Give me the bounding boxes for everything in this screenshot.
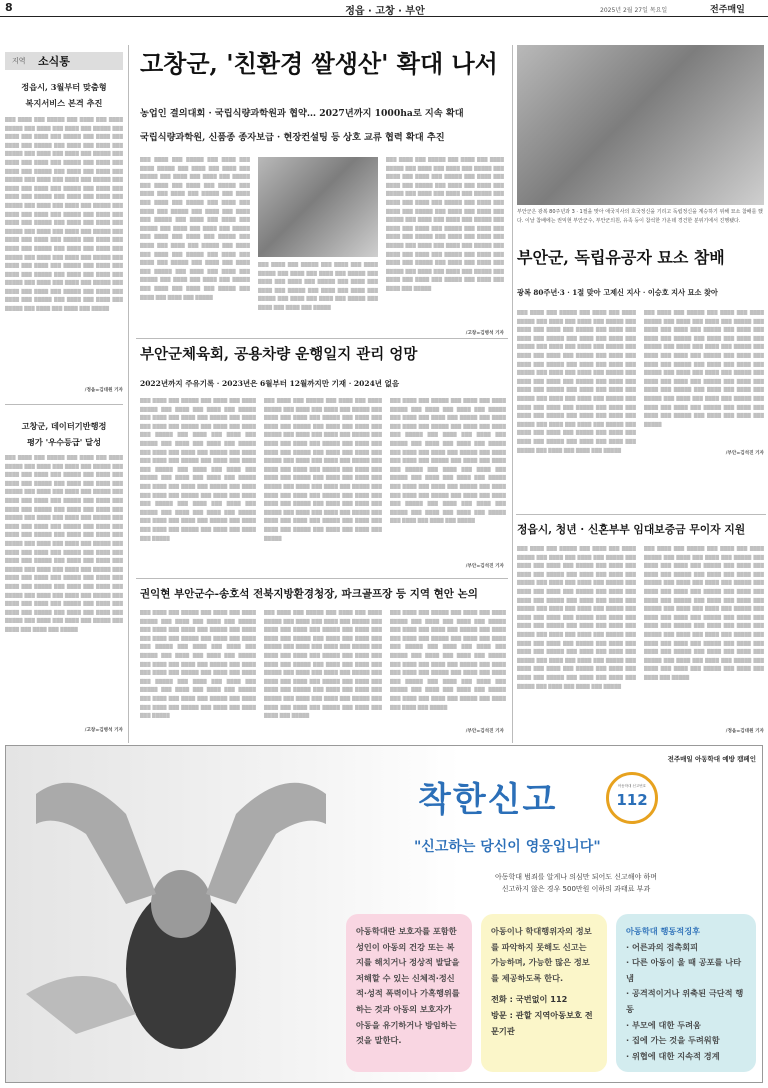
column-divider	[128, 45, 129, 743]
sidebar-news1-title: 정읍시, 3월부터 맞춤형 복지서비스 본격 추진	[21, 82, 107, 108]
page-header	[0, 0, 768, 17]
ad-campaign	[5, 745, 763, 1083]
article4-subheadline: 광복 80주년·3 · 1절 맞아 고제신 지사 · 이승호 지사 묘소 찾아	[517, 288, 718, 297]
article3-byline: /부안=김석진 기자	[465, 729, 504, 734]
ad-badge	[606, 772, 658, 824]
ad-box-signs	[616, 914, 756, 1072]
article5-headline: 정읍시, 청년 · 신혼부부 임대보증금 무이자 지원	[517, 523, 746, 536]
ad-badge-number: 112	[616, 791, 648, 809]
article1-body: ▒▒▒ ▒▒▒▒ ▒▒▒ ▒▒▒▒▒ ▒▒▒ ▒▒▒▒ ▒▒▒ ▒▒▒▒ ▒▒▒▒▒ ▒▒▒ ▒▒▒▒ ▒▒▒ ▒▒▒▒ ▒▒▒ ▒▒▒▒▒ ▒▒▒ ▒▒▒▒ ▒▒▒ ▒▒▒▒ ▒▒▒ ▒▒▒▒▒ ▒▒▒ ▒▒▒▒ ▒▒▒ ▒▒▒▒ ▒▒▒ ▒▒▒▒▒ ▒▒▒ ▒▒▒▒ ▒▒▒ ▒▒▒▒ ▒▒▒ ▒▒▒▒▒ ▒▒▒ ▒▒▒▒ ▒▒▒ ▒▒▒▒ ▒▒▒ ▒▒▒▒▒ ▒▒▒ ▒▒▒▒ ▒▒▒ ▒▒▒▒ ▒▒▒ ▒▒▒▒▒ ▒▒▒ ▒▒▒▒ ▒▒▒ ▒▒▒▒ ▒▒▒ ▒▒▒▒▒ ▒▒▒ ▒▒▒▒ ▒▒▒ ▒▒▒▒ ▒▒▒ ▒▒▒▒▒ ▒▒▒ ▒▒▒▒ ▒▒▒ ▒▒▒▒ ▒▒▒ ▒▒▒▒▒ ▒▒▒ ▒▒▒▒ ▒▒▒ ▒▒▒▒ ▒▒▒ ▒▒▒▒▒ ▒▒▒ ▒▒▒▒ ▒▒▒ ▒▒▒▒ ▒▒▒ ▒▒▒▒▒ ▒▒▒ ▒▒▒▒ ▒▒▒ ▒▒▒▒ ▒▒▒ ▒▒▒▒▒ ▒▒▒ ▒▒▒▒ ▒▒▒ ▒▒▒▒ ▒▒▒ ▒▒▒▒▒ ▒▒▒ ▒▒▒▒ ▒▒▒ ▒▒▒▒ ▒▒▒ ▒▒▒▒▒ ▒▒▒ ▒▒▒▒ ▒▒▒ ▒▒▒▒ ▒▒▒ ▒▒▒▒▒ ▒▒▒ ▒▒▒▒ ▒▒▒ ▒▒▒▒ ▒▒▒ ▒▒▒▒▒ ▒▒▒ ▒▒▒▒ ▒▒▒ ▒▒▒▒ ▒▒▒ ▒▒▒▒▒ ▒▒▒ ▒▒▒▒ ▒▒▒ ▒▒▒▒ ▒▒▒ ▒▒▒▒▒	[140, 158, 250, 301]
article1-subheadline: 농업인 결의대회 · 국립식량과학원과 협약… 2027년까지 1000ha로 지속 확대	[140, 108, 464, 119]
article1-subheadline-2: 국립식량과학원, 신품종 종자보급 · 현장컨설팅 등 상호 교류 협력 확대 추진	[140, 132, 445, 143]
ad-box-report-visit: 방문 : 관할 지역아동보호 전문기관	[491, 1009, 593, 1036]
sidebar-news1-byline: /정읍=김대원 기자	[84, 388, 123, 393]
article5-byline: /정읍=김대원 기자	[725, 729, 764, 734]
article5-body: ▒▒▒ ▒▒▒▒ ▒▒▒ ▒▒▒▒▒ ▒▒▒ ▒▒▒▒ ▒▒▒ ▒▒▒▒ ▒▒▒▒▒ ▒▒▒ ▒▒▒▒ ▒▒▒ ▒▒▒▒ ▒▒▒ ▒▒▒▒▒ ▒▒▒ ▒▒▒▒ ▒▒▒ ▒▒▒▒ ▒▒▒ ▒▒▒▒▒ ▒▒▒ ▒▒▒▒ ▒▒▒ ▒▒▒▒ ▒▒▒ ▒▒▒▒▒ ▒▒▒ ▒▒▒▒ ▒▒▒ ▒▒▒▒ ▒▒▒ ▒▒▒▒▒ ▒▒▒ ▒▒▒▒ ▒▒▒ ▒▒▒▒ ▒▒▒ ▒▒▒▒▒ ▒▒▒ ▒▒▒▒ ▒▒▒ ▒▒▒▒ ▒▒▒ ▒▒▒▒▒ ▒▒▒ ▒▒▒▒ ▒▒▒ ▒▒▒▒ ▒▒▒ ▒▒▒▒▒ ▒▒▒ ▒▒▒▒ ▒▒▒ ▒▒▒▒ ▒▒▒ ▒▒▒▒▒ ▒▒▒ ▒▒▒▒ ▒▒▒ ▒▒▒▒ ▒▒▒ ▒▒▒▒▒ ▒▒▒ ▒▒▒▒ ▒▒▒ ▒▒▒▒ ▒▒▒ ▒▒▒▒▒ ▒▒▒ ▒▒▒▒ ▒▒▒ ▒▒▒▒ ▒▒▒ ▒▒▒▒▒ ▒▒▒ ▒▒▒▒ ▒▒▒ ▒▒▒▒ ▒▒▒ ▒▒▒▒▒ ▒▒▒ ▒▒▒▒ ▒▒▒ ▒▒▒▒ ▒▒▒ ▒▒▒▒▒ ▒▒▒ ▒▒▒▒ ▒▒▒ ▒▒▒▒ ▒▒▒ ▒▒▒▒▒ ▒▒▒ ▒▒▒▒ ▒▒▒ ▒▒▒▒ ▒▒▒ ▒▒▒▒▒ ▒▒▒ ▒▒▒▒ ▒▒▒ ▒▒▒▒ ▒▒▒ ▒▒▒▒▒ ▒▒▒ ▒▒▒▒ ▒▒▒ ▒▒▒▒ ▒▒▒ ▒▒▒▒▒ ▒▒▒ ▒▒▒▒ ▒▒▒ ▒▒▒▒ ▒▒▒ ▒▒▒▒▒ ▒▒▒ ▒▒▒▒ ▒▒▒ ▒▒▒▒ ▒▒▒ ▒▒▒▒▒ ▒▒▒ ▒▒▒▒ ▒▒▒ ▒▒▒▒ ▒▒▒ ▒▒▒▒▒ ▒▒▒ ▒▒▒▒ ▒▒▒ ▒▒▒▒ ▒▒▒ ▒▒▒▒▒	[517, 547, 636, 690]
ad-box-report-text: 아동이나 학대행위자의 정보를 파악하지 못해도 신고는 가능하며, 가능한 많은 정보를 제공하도록 한다.	[491, 926, 592, 983]
article1-photo	[258, 157, 378, 257]
sidebar-tag-title: 소식통	[38, 55, 70, 68]
article4-body-2: ▒▒▒ ▒▒▒▒ ▒▒▒ ▒▒▒▒▒ ▒▒▒ ▒▒▒▒ ▒▒▒ ▒▒▒▒ ▒▒▒▒▒ ▒▒▒ ▒▒▒▒ ▒▒▒ ▒▒▒▒ ▒▒▒ ▒▒▒▒▒ ▒▒▒ ▒▒▒▒ ▒▒▒ ▒▒▒▒ ▒▒▒ ▒▒▒▒▒ ▒▒▒ ▒▒▒▒ ▒▒▒ ▒▒▒▒ ▒▒▒ ▒▒▒▒▒ ▒▒▒ ▒▒▒▒ ▒▒▒ ▒▒▒▒ ▒▒▒ ▒▒▒▒▒ ▒▒▒ ▒▒▒▒ ▒▒▒ ▒▒▒▒ ▒▒▒ ▒▒▒▒▒ ▒▒▒ ▒▒▒▒ ▒▒▒ ▒▒▒▒ ▒▒▒ ▒▒▒▒▒ ▒▒▒ ▒▒▒▒ ▒▒▒ ▒▒▒▒ ▒▒▒ ▒▒▒▒▒ ▒▒▒ ▒▒▒▒ ▒▒▒ ▒▒▒▒ ▒▒▒ ▒▒▒▒▒ ▒▒▒ ▒▒▒▒ ▒▒▒ ▒▒▒▒ ▒▒▒ ▒▒▒▒▒ ▒▒▒ ▒▒▒▒ ▒▒▒ ▒▒▒▒ ▒▒▒ ▒▒▒▒▒ ▒▒▒ ▒▒▒▒ ▒▒▒ ▒▒▒▒ ▒▒▒ ▒▒▒▒▒ ▒▒▒ ▒▒▒▒ ▒▒▒ ▒▒▒▒ ▒▒▒ ▒▒▒▒▒ ▒▒▒ ▒▒▒▒ ▒▒▒ ▒▒▒▒ ▒▒▒ ▒▒▒▒▒ ▒▒▒ ▒▒▒▒ ▒▒▒ ▒▒▒▒ ▒▒▒ ▒▒▒▒▒ ▒▒▒ ▒▒▒▒ ▒▒▒ ▒▒▒▒ ▒▒▒ ▒▒▒▒▒ ▒▒▒ ▒▒▒▒ ▒▒▒ ▒▒▒▒ ▒▒▒ ▒▒▒▒▒	[644, 311, 764, 428]
ad-badge-label: 아동학대 신고번호	[617, 784, 647, 788]
sidebar-tag	[5, 52, 123, 70]
article2-subheadline: 2022년까지 주유기록 · 2023년은 6월부터 12월까지만 기재 · 2024년 없음	[140, 379, 400, 388]
sidebar-news2-byline: /고창=김병석 기자	[84, 728, 123, 733]
divider	[136, 578, 508, 579]
ad-box-signs-title: 아동학대 행동적징후	[626, 926, 701, 936]
article2-body-2: ▒▒▒ ▒▒▒▒ ▒▒▒ ▒▒▒▒▒ ▒▒▒ ▒▒▒▒ ▒▒▒ ▒▒▒▒ ▒▒▒▒▒ ▒▒▒ ▒▒▒▒ ▒▒▒ ▒▒▒▒ ▒▒▒ ▒▒▒▒▒ ▒▒▒ ▒▒▒▒ ▒▒▒ ▒▒▒▒ ▒▒▒ ▒▒▒▒▒ ▒▒▒ ▒▒▒▒ ▒▒▒ ▒▒▒▒ ▒▒▒ ▒▒▒▒▒ ▒▒▒ ▒▒▒▒ ▒▒▒ ▒▒▒▒ ▒▒▒ ▒▒▒▒▒ ▒▒▒ ▒▒▒▒ ▒▒▒ ▒▒▒▒ ▒▒▒ ▒▒▒▒▒ ▒▒▒ ▒▒▒▒ ▒▒▒ ▒▒▒▒ ▒▒▒ ▒▒▒▒▒ ▒▒▒ ▒▒▒▒ ▒▒▒ ▒▒▒▒ ▒▒▒ ▒▒▒▒▒ ▒▒▒ ▒▒▒▒ ▒▒▒ ▒▒▒▒ ▒▒▒ ▒▒▒▒▒ ▒▒▒ ▒▒▒▒ ▒▒▒ ▒▒▒▒ ▒▒▒ ▒▒▒▒▒ ▒▒▒ ▒▒▒▒ ▒▒▒ ▒▒▒▒ ▒▒▒ ▒▒▒▒▒ ▒▒▒ ▒▒▒▒ ▒▒▒ ▒▒▒▒ ▒▒▒ ▒▒▒▒▒ ▒▒▒ ▒▒▒▒ ▒▒▒ ▒▒▒▒ ▒▒▒ ▒▒▒▒▒ ▒▒▒ ▒▒▒▒ ▒▒▒ ▒▒▒▒ ▒▒▒ ▒▒▒▒▒ ▒▒▒ ▒▒▒▒ ▒▒▒ ▒▒▒▒ ▒▒▒ ▒▒▒▒▒ ▒▒▒ ▒▒▒▒ ▒▒▒ ▒▒▒▒ ▒▒▒ ▒▒▒▒▒ ▒▒▒ ▒▒▒▒ ▒▒▒ ▒▒▒▒ ▒▒▒ ▒▒▒▒▒ ▒▒▒ ▒▒▒▒ ▒▒▒ ▒▒▒▒ ▒▒▒ ▒▒▒▒▒ ▒▒▒ ▒▒▒▒ ▒▒▒ ▒▒▒▒ ▒▒▒ ▒▒▒▒▒ ▒▒▒ ▒▒▒▒ ▒▒▒ ▒▒▒▒ ▒▒▒ ▒▒▒▒▒ ▒▒▒ ▒▒▒▒ ▒▒▒ ▒▒▒▒ ▒▒▒ ▒▒▒▒▒	[264, 399, 382, 542]
article1-headline: 고창군, '친환경 쌀생산' 확대 나서	[140, 49, 498, 78]
sidebar-tag-label: 지역	[12, 57, 26, 65]
ad-illustration	[16, 754, 346, 1074]
article4-byline: /부안=김석진 기자	[725, 451, 764, 456]
article3-body-3: ▒▒▒ ▒▒▒▒ ▒▒▒ ▒▒▒▒▒ ▒▒▒ ▒▒▒▒ ▒▒▒ ▒▒▒▒ ▒▒▒▒▒ ▒▒▒ ▒▒▒▒ ▒▒▒ ▒▒▒▒ ▒▒▒ ▒▒▒▒▒ ▒▒▒ ▒▒▒▒ ▒▒▒ ▒▒▒▒ ▒▒▒ ▒▒▒▒▒ ▒▒▒ ▒▒▒▒ ▒▒▒ ▒▒▒▒ ▒▒▒ ▒▒▒▒▒ ▒▒▒ ▒▒▒▒ ▒▒▒ ▒▒▒▒ ▒▒▒ ▒▒▒▒▒ ▒▒▒ ▒▒▒▒ ▒▒▒ ▒▒▒▒ ▒▒▒ ▒▒▒▒▒ ▒▒▒ ▒▒▒▒ ▒▒▒ ▒▒▒▒ ▒▒▒ ▒▒▒▒▒ ▒▒▒ ▒▒▒▒ ▒▒▒ ▒▒▒▒ ▒▒▒ ▒▒▒▒▒ ▒▒▒ ▒▒▒▒ ▒▒▒ ▒▒▒▒ ▒▒▒ ▒▒▒▒▒ ▒▒▒ ▒▒▒▒ ▒▒▒ ▒▒▒▒ ▒▒▒ ▒▒▒▒▒ ▒▒▒ ▒▒▒▒ ▒▒▒ ▒▒▒▒ ▒▒▒ ▒▒▒▒▒ ▒▒▒ ▒▒▒▒ ▒▒▒ ▒▒▒▒ ▒▒▒ ▒▒▒▒▒ ▒▒▒ ▒▒▒▒ ▒▒▒ ▒▒▒▒ ▒▒▒ ▒▒▒▒▒ ▒▒▒ ▒▒▒▒ ▒▒▒ ▒▒▒▒ ▒▒▒ ▒▒▒▒▒	[390, 611, 506, 711]
article1-byline: /고창=김병석 기자	[465, 331, 504, 336]
article1-body-2: ▒▒▒ ▒▒▒▒ ▒▒▒ ▒▒▒▒▒ ▒▒▒ ▒▒▒▒ ▒▒▒ ▒▒▒▒ ▒▒▒▒▒ ▒▒▒ ▒▒▒▒ ▒▒▒ ▒▒▒▒ ▒▒▒ ▒▒▒▒▒ ▒▒▒ ▒▒▒▒ ▒▒▒ ▒▒▒▒ ▒▒▒ ▒▒▒▒▒ ▒▒▒ ▒▒▒▒ ▒▒▒ ▒▒▒▒ ▒▒▒ ▒▒▒▒▒ ▒▒▒ ▒▒▒▒ ▒▒▒ ▒▒▒▒ ▒▒▒ ▒▒▒▒▒ ▒▒▒ ▒▒▒▒ ▒▒▒ ▒▒▒▒ ▒▒▒ ▒▒▒▒▒ ▒▒▒ ▒▒▒▒ ▒▒▒ ▒▒▒▒ ▒▒▒ ▒▒▒▒▒	[258, 263, 378, 311]
article5-body-2: ▒▒▒ ▒▒▒▒ ▒▒▒ ▒▒▒▒▒ ▒▒▒ ▒▒▒▒ ▒▒▒ ▒▒▒▒ ▒▒▒▒▒ ▒▒▒ ▒▒▒▒ ▒▒▒ ▒▒▒▒ ▒▒▒ ▒▒▒▒▒ ▒▒▒ ▒▒▒▒ ▒▒▒ ▒▒▒▒ ▒▒▒ ▒▒▒▒▒ ▒▒▒ ▒▒▒▒ ▒▒▒ ▒▒▒▒ ▒▒▒ ▒▒▒▒▒ ▒▒▒ ▒▒▒▒ ▒▒▒ ▒▒▒▒ ▒▒▒ ▒▒▒▒▒ ▒▒▒ ▒▒▒▒ ▒▒▒ ▒▒▒▒ ▒▒▒ ▒▒▒▒▒ ▒▒▒ ▒▒▒▒ ▒▒▒ ▒▒▒▒ ▒▒▒ ▒▒▒▒▒ ▒▒▒ ▒▒▒▒ ▒▒▒ ▒▒▒▒ ▒▒▒ ▒▒▒▒▒ ▒▒▒ ▒▒▒▒ ▒▒▒ ▒▒▒▒ ▒▒▒ ▒▒▒▒▒ ▒▒▒ ▒▒▒▒ ▒▒▒ ▒▒▒▒ ▒▒▒ ▒▒▒▒▒ ▒▒▒ ▒▒▒▒ ▒▒▒ ▒▒▒▒ ▒▒▒ ▒▒▒▒▒ ▒▒▒ ▒▒▒▒ ▒▒▒ ▒▒▒▒ ▒▒▒ ▒▒▒▒▒ ▒▒▒ ▒▒▒▒ ▒▒▒ ▒▒▒▒ ▒▒▒ ▒▒▒▒▒ ▒▒▒ ▒▒▒▒ ▒▒▒ ▒▒▒▒ ▒▒▒ ▒▒▒▒▒ ▒▒▒ ▒▒▒▒ ▒▒▒ ▒▒▒▒ ▒▒▒ ▒▒▒▒▒ ▒▒▒ ▒▒▒▒ ▒▒▒ ▒▒▒▒ ▒▒▒ ▒▒▒▒▒ ▒▒▒ ▒▒▒▒ ▒▒▒ ▒▒▒▒ ▒▒▒ ▒▒▒▒▒ ▒▒▒ ▒▒▒▒ ▒▒▒ ▒▒▒▒ ▒▒▒ ▒▒▒▒▒ ▒▒▒ ▒▒▒▒ ▒▒▒ ▒▒▒▒ ▒▒▒ ▒▒▒▒▒ ▒▒▒ ▒▒▒▒ ▒▒▒ ▒▒▒▒ ▒▒▒ ▒▒▒▒▒	[644, 547, 764, 681]
page-number: 8	[5, 1, 13, 14]
sidebar-news1-body: ▒▒▒ ▒▒▒▒ ▒▒▒ ▒▒▒▒▒ ▒▒▒ ▒▒▒▒ ▒▒▒ ▒▒▒▒ ▒▒▒▒▒ ▒▒▒ ▒▒▒▒ ▒▒▒ ▒▒▒▒ ▒▒▒ ▒▒▒▒▒ ▒▒▒ ▒▒▒▒ ▒▒▒ ▒▒▒▒ ▒▒▒ ▒▒▒▒▒ ▒▒▒ ▒▒▒▒ ▒▒▒ ▒▒▒▒ ▒▒▒ ▒▒▒▒▒ ▒▒▒ ▒▒▒▒ ▒▒▒ ▒▒▒▒ ▒▒▒ ▒▒▒▒▒ ▒▒▒ ▒▒▒▒ ▒▒▒ ▒▒▒▒ ▒▒▒ ▒▒▒▒▒ ▒▒▒ ▒▒▒▒ ▒▒▒ ▒▒▒▒ ▒▒▒ ▒▒▒▒▒ ▒▒▒ ▒▒▒▒ ▒▒▒ ▒▒▒▒ ▒▒▒ ▒▒▒▒▒ ▒▒▒ ▒▒▒▒ ▒▒▒ ▒▒▒▒ ▒▒▒ ▒▒▒▒▒ ▒▒▒ ▒▒▒▒ ▒▒▒ ▒▒▒▒ ▒▒▒ ▒▒▒▒▒ ▒▒▒ ▒▒▒▒ ▒▒▒ ▒▒▒▒ ▒▒▒ ▒▒▒▒▒ ▒▒▒ ▒▒▒▒ ▒▒▒ ▒▒▒▒ ▒▒▒ ▒▒▒▒▒ ▒▒▒ ▒▒▒▒ ▒▒▒ ▒▒▒▒ ▒▒▒ ▒▒▒▒▒ ▒▒▒ ▒▒▒▒ ▒▒▒ ▒▒▒▒ ▒▒▒ ▒▒▒▒▒ ▒▒▒ ▒▒▒▒ ▒▒▒ ▒▒▒▒ ▒▒▒ ▒▒▒▒▒ ▒▒▒ ▒▒▒▒ ▒▒▒ ▒▒▒▒ ▒▒▒ ▒▒▒▒▒ ▒▒▒ ▒▒▒▒ ▒▒▒ ▒▒▒▒ ▒▒▒ ▒▒▒▒▒ ▒▒▒ ▒▒▒▒ ▒▒▒ ▒▒▒▒ ▒▒▒ ▒▒▒▒▒ ▒▒▒ ▒▒▒▒ ▒▒▒ ▒▒▒▒ ▒▒▒ ▒▒▒▒▒ ▒▒▒ ▒▒▒▒ ▒▒▒ ▒▒▒▒ ▒▒▒ ▒▒▒▒▒ ▒▒▒ ▒▒▒▒ ▒▒▒ ▒▒▒▒ ▒▒▒ ▒▒▒▒▒ ▒▒▒ ▒▒▒▒ ▒▒▒ ▒▒▒▒ ▒▒▒ ▒▒▒▒▒ ▒▒▒ ▒▒▒▒ ▒▒▒ ▒▒▒▒ ▒▒▒ ▒▒▒▒▒ ▒▒▒ ▒▒▒▒ ▒▒▒ ▒▒▒▒ ▒▒▒ ▒▒▒▒▒ ▒▒▒ ▒▒▒▒ ▒▒▒ ▒▒▒▒ ▒▒▒ ▒▒▒▒▒ ▒▒▒ ▒▒▒▒ ▒▒▒ ▒▒▒▒ ▒▒▒ ▒▒▒▒▒ ▒▒▒ ▒▒▒▒ ▒▒▒ ▒▒▒▒ ▒▒▒ ▒▒▒▒▒ ▒▒▒ ▒▒▒▒ ▒▒▒ ▒▒▒▒ ▒▒▒ ▒▒▒▒▒ ▒▒▒ ▒▒▒▒ ▒▒▒ ▒▒▒▒ ▒▒▒ ▒▒▒▒▒ ▒▒▒ ▒▒▒▒ ▒▒▒ ▒▒▒▒ ▒▒▒ ▒▒▒▒▒	[5, 118, 123, 313]
ad-box-report-phone: 전화 : 국번없이 112	[491, 994, 568, 1005]
ad-box-signs-item: · 어른과의 접촉회피	[626, 941, 699, 952]
column-divider	[512, 45, 513, 743]
divider	[5, 404, 123, 405]
hands-icon	[16, 754, 346, 1074]
section-title: 정읍 · 고창 · 부안	[345, 6, 425, 17]
ad-box-definition: 아동학대란 보호자를 포함한 성인이 아동의 건강 또는 복지를 해치거나 정상적 발달을 저해할 수 있는 신체적·정신적·성적 폭력이나 가혹행위를 하는 것과 아동의 보호자가 아동을 유기하거나 방임하는 것을 말한다.	[346, 914, 472, 1072]
sidebar-news2-body: ▒▒▒ ▒▒▒▒ ▒▒▒ ▒▒▒▒▒ ▒▒▒ ▒▒▒▒ ▒▒▒ ▒▒▒▒ ▒▒▒▒▒ ▒▒▒ ▒▒▒▒ ▒▒▒ ▒▒▒▒ ▒▒▒ ▒▒▒▒▒ ▒▒▒ ▒▒▒▒ ▒▒▒ ▒▒▒▒ ▒▒▒ ▒▒▒▒▒ ▒▒▒ ▒▒▒▒ ▒▒▒ ▒▒▒▒ ▒▒▒ ▒▒▒▒▒ ▒▒▒ ▒▒▒▒ ▒▒▒ ▒▒▒▒ ▒▒▒ ▒▒▒▒▒ ▒▒▒ ▒▒▒▒ ▒▒▒ ▒▒▒▒ ▒▒▒ ▒▒▒▒▒ ▒▒▒ ▒▒▒▒ ▒▒▒ ▒▒▒▒ ▒▒▒ ▒▒▒▒▒ ▒▒▒ ▒▒▒▒ ▒▒▒ ▒▒▒▒ ▒▒▒ ▒▒▒▒▒ ▒▒▒ ▒▒▒▒ ▒▒▒ ▒▒▒▒ ▒▒▒ ▒▒▒▒▒ ▒▒▒ ▒▒▒▒ ▒▒▒ ▒▒▒▒ ▒▒▒ ▒▒▒▒▒ ▒▒▒ ▒▒▒▒ ▒▒▒ ▒▒▒▒ ▒▒▒ ▒▒▒▒▒ ▒▒▒ ▒▒▒▒ ▒▒▒ ▒▒▒▒ ▒▒▒ ▒▒▒▒▒ ▒▒▒ ▒▒▒▒ ▒▒▒ ▒▒▒▒ ▒▒▒ ▒▒▒▒▒ ▒▒▒ ▒▒▒▒ ▒▒▒ ▒▒▒▒ ▒▒▒ ▒▒▒▒▒ ▒▒▒ ▒▒▒▒ ▒▒▒ ▒▒▒▒ ▒▒▒ ▒▒▒▒▒ ▒▒▒ ▒▒▒▒ ▒▒▒ ▒▒▒▒ ▒▒▒ ▒▒▒▒▒ ▒▒▒ ▒▒▒▒ ▒▒▒ ▒▒▒▒ ▒▒▒ ▒▒▒▒▒ ▒▒▒ ▒▒▒▒ ▒▒▒ ▒▒▒▒ ▒▒▒ ▒▒▒▒▒ ▒▒▒ ▒▒▒▒ ▒▒▒ ▒▒▒▒ ▒▒▒ ▒▒▒▒▒ ▒▒▒ ▒▒▒▒ ▒▒▒ ▒▒▒▒ ▒▒▒ ▒▒▒▒▒ ▒▒▒ ▒▒▒▒ ▒▒▒ ▒▒▒▒ ▒▒▒ ▒▒▒▒▒ ▒▒▒ ▒▒▒▒ ▒▒▒ ▒▒▒▒ ▒▒▒ ▒▒▒▒▒ ▒▒▒ ▒▒▒▒ ▒▒▒ ▒▒▒▒ ▒▒▒ ▒▒▒▒▒ ▒▒▒ ▒▒▒▒ ▒▒▒ ▒▒▒▒ ▒▒▒ ▒▒▒▒▒ ▒▒▒ ▒▒▒▒ ▒▒▒ ▒▒▒▒ ▒▒▒ ▒▒▒▒▒ ▒▒▒ ▒▒▒▒ ▒▒▒ ▒▒▒▒ ▒▒▒ ▒▒▒▒▒ ▒▒▒ ▒▒▒▒ ▒▒▒ ▒▒▒▒ ▒▒▒ ▒▒▒▒▒	[5, 456, 123, 633]
article4-body: ▒▒▒ ▒▒▒▒ ▒▒▒ ▒▒▒▒▒ ▒▒▒ ▒▒▒▒ ▒▒▒ ▒▒▒▒ ▒▒▒▒▒ ▒▒▒ ▒▒▒▒ ▒▒▒ ▒▒▒▒ ▒▒▒ ▒▒▒▒▒ ▒▒▒ ▒▒▒▒ ▒▒▒ ▒▒▒▒ ▒▒▒ ▒▒▒▒▒ ▒▒▒ ▒▒▒▒ ▒▒▒ ▒▒▒▒ ▒▒▒ ▒▒▒▒▒ ▒▒▒ ▒▒▒▒ ▒▒▒ ▒▒▒▒ ▒▒▒ ▒▒▒▒▒ ▒▒▒ ▒▒▒▒ ▒▒▒ ▒▒▒▒ ▒▒▒ ▒▒▒▒▒ ▒▒▒ ▒▒▒▒ ▒▒▒ ▒▒▒▒ ▒▒▒ ▒▒▒▒▒ ▒▒▒ ▒▒▒▒ ▒▒▒ ▒▒▒▒ ▒▒▒ ▒▒▒▒▒ ▒▒▒ ▒▒▒▒ ▒▒▒ ▒▒▒▒ ▒▒▒ ▒▒▒▒▒ ▒▒▒ ▒▒▒▒ ▒▒▒ ▒▒▒▒ ▒▒▒ ▒▒▒▒▒ ▒▒▒ ▒▒▒▒ ▒▒▒ ▒▒▒▒ ▒▒▒ ▒▒▒▒▒ ▒▒▒ ▒▒▒▒ ▒▒▒ ▒▒▒▒ ▒▒▒ ▒▒▒▒▒ ▒▒▒ ▒▒▒▒ ▒▒▒ ▒▒▒▒ ▒▒▒ ▒▒▒▒▒ ▒▒▒ ▒▒▒▒ ▒▒▒ ▒▒▒▒ ▒▒▒ ▒▒▒▒▒ ▒▒▒ ▒▒▒▒ ▒▒▒ ▒▒▒▒ ▒▒▒ ▒▒▒▒▒ ▒▒▒ ▒▒▒▒ ▒▒▒ ▒▒▒▒ ▒▒▒ ▒▒▒▒▒ ▒▒▒ ▒▒▒▒ ▒▒▒ ▒▒▒▒ ▒▒▒ ▒▒▒▒▒ ▒▒▒ ▒▒▒▒ ▒▒▒ ▒▒▒▒ ▒▒▒ ▒▒▒▒▒ ▒▒▒ ▒▒▒▒ ▒▒▒ ▒▒▒▒ ▒▒▒ ▒▒▒▒▒ ▒▒▒ ▒▒▒▒ ▒▒▒ ▒▒▒▒ ▒▒▒ ▒▒▒▒▒ ▒▒▒ ▒▒▒▒ ▒▒▒ ▒▒▒▒ ▒▒▒ ▒▒▒▒▒ ▒▒▒ ▒▒▒▒ ▒▒▒ ▒▒▒▒ ▒▒▒ ▒▒▒▒▒	[517, 311, 636, 454]
ad-box-report	[481, 914, 607, 1072]
ad-box-signs-item: · 집에 가는 것을 두려워함	[626, 1035, 720, 1046]
article4-photo	[517, 45, 764, 205]
ad-description: 아동학대 범죄를 알게나 의심만 되어도 신고해야 하며 신고하지 않은 경우 500만원 이하의 과태료 부과	[494, 873, 658, 893]
masthead: 전주매일	[710, 5, 745, 15]
ad-box-signs-item: · 부모에 대한 두려움	[626, 1019, 701, 1030]
article1-body-3: ▒▒▒ ▒▒▒▒ ▒▒▒ ▒▒▒▒▒ ▒▒▒ ▒▒▒▒ ▒▒▒ ▒▒▒▒ ▒▒▒▒▒ ▒▒▒ ▒▒▒▒ ▒▒▒ ▒▒▒▒ ▒▒▒ ▒▒▒▒▒ ▒▒▒ ▒▒▒▒ ▒▒▒ ▒▒▒▒ ▒▒▒ ▒▒▒▒▒ ▒▒▒ ▒▒▒▒ ▒▒▒ ▒▒▒▒ ▒▒▒ ▒▒▒▒▒ ▒▒▒ ▒▒▒▒ ▒▒▒ ▒▒▒▒ ▒▒▒ ▒▒▒▒▒ ▒▒▒ ▒▒▒▒ ▒▒▒ ▒▒▒▒ ▒▒▒ ▒▒▒▒▒ ▒▒▒ ▒▒▒▒ ▒▒▒ ▒▒▒▒ ▒▒▒ ▒▒▒▒▒ ▒▒▒ ▒▒▒▒ ▒▒▒ ▒▒▒▒ ▒▒▒ ▒▒▒▒▒ ▒▒▒ ▒▒▒▒ ▒▒▒ ▒▒▒▒ ▒▒▒ ▒▒▒▒▒ ▒▒▒ ▒▒▒▒ ▒▒▒ ▒▒▒▒ ▒▒▒ ▒▒▒▒▒ ▒▒▒ ▒▒▒▒ ▒▒▒ ▒▒▒▒ ▒▒▒ ▒▒▒▒▒ ▒▒▒ ▒▒▒▒ ▒▒▒ ▒▒▒▒ ▒▒▒ ▒▒▒▒▒ ▒▒▒ ▒▒▒▒ ▒▒▒ ▒▒▒▒ ▒▒▒ ▒▒▒▒▒ ▒▒▒ ▒▒▒▒ ▒▒▒ ▒▒▒▒ ▒▒▒ ▒▒▒▒▒ ▒▒▒ ▒▒▒▒ ▒▒▒ ▒▒▒▒ ▒▒▒ ▒▒▒▒▒ ▒▒▒ ▒▒▒▒ ▒▒▒ ▒▒▒▒ ▒▒▒ ▒▒▒▒▒ ▒▒▒ ▒▒▒▒ ▒▒▒ ▒▒▒▒ ▒▒▒ ▒▒▒▒▒ ▒▒▒ ▒▒▒▒ ▒▒▒ ▒▒▒▒ ▒▒▒ ▒▒▒▒▒ ▒▒▒ ▒▒▒▒ ▒▒▒ ▒▒▒▒ ▒▒▒ ▒▒▒▒▒ ▒▒▒ ▒▒▒▒ ▒▒▒ ▒▒▒▒ ▒▒▒ ▒▒▒▒▒	[386, 158, 504, 292]
article2-byline: /부안=김석진 기자	[465, 564, 504, 569]
article4-caption: 부안군은 광복 80주년과 3 · 1절을 맞아 애국지사의 호국정신을 기리고 독립정신을 계승하기 위해 묘소 참배를 했다. 이날 참배에는 권익현 부안군수, 부안군의원, 유족 등이 참석한 가운데 경건한 분위기에서 진행됐다.	[517, 209, 763, 224]
ad-title: 착한신고	[418, 780, 558, 820]
article3-headline: 권익현 부안군수-송호석 전북지방환경청장, 파크골프장 등 지역 현안 논의	[140, 588, 478, 600]
issue-date: 2025년 2월 27일 목요일	[600, 7, 668, 14]
ad-box-signs-item: · 위협에 대한 지속적 경계	[626, 1050, 720, 1061]
article2-headline: 부안군체육회, 공용차량 운행일지 관리 엉망	[140, 346, 418, 363]
article3-body: ▒▒▒ ▒▒▒▒ ▒▒▒ ▒▒▒▒▒ ▒▒▒ ▒▒▒▒ ▒▒▒ ▒▒▒▒ ▒▒▒▒▒ ▒▒▒ ▒▒▒▒ ▒▒▒ ▒▒▒▒ ▒▒▒ ▒▒▒▒▒ ▒▒▒ ▒▒▒▒ ▒▒▒ ▒▒▒▒ ▒▒▒ ▒▒▒▒▒ ▒▒▒ ▒▒▒▒ ▒▒▒ ▒▒▒▒ ▒▒▒ ▒▒▒▒▒ ▒▒▒ ▒▒▒▒ ▒▒▒ ▒▒▒▒ ▒▒▒ ▒▒▒▒▒ ▒▒▒ ▒▒▒▒ ▒▒▒ ▒▒▒▒ ▒▒▒ ▒▒▒▒▒ ▒▒▒ ▒▒▒▒ ▒▒▒ ▒▒▒▒ ▒▒▒ ▒▒▒▒▒ ▒▒▒ ▒▒▒▒ ▒▒▒ ▒▒▒▒ ▒▒▒ ▒▒▒▒▒ ▒▒▒ ▒▒▒▒ ▒▒▒ ▒▒▒▒ ▒▒▒ ▒▒▒▒▒ ▒▒▒ ▒▒▒▒ ▒▒▒ ▒▒▒▒ ▒▒▒ ▒▒▒▒▒ ▒▒▒ ▒▒▒▒ ▒▒▒ ▒▒▒▒ ▒▒▒ ▒▒▒▒▒ ▒▒▒ ▒▒▒▒ ▒▒▒ ▒▒▒▒ ▒▒▒ ▒▒▒▒▒ ▒▒▒ ▒▒▒▒ ▒▒▒ ▒▒▒▒ ▒▒▒ ▒▒▒▒▒ ▒▒▒ ▒▒▒▒ ▒▒▒ ▒▒▒▒ ▒▒▒ ▒▒▒▒▒ ▒▒▒ ▒▒▒▒ ▒▒▒ ▒▒▒▒ ▒▒▒ ▒▒▒▒▒	[140, 611, 256, 720]
ad-org: 전주매일 아동학대 예방 캠페인	[667, 755, 756, 763]
divider	[516, 514, 766, 515]
ad-slogan: "신고하는 당신이 영웅입니다"	[414, 839, 601, 855]
article2-body: ▒▒▒ ▒▒▒▒ ▒▒▒ ▒▒▒▒▒ ▒▒▒ ▒▒▒▒ ▒▒▒ ▒▒▒▒ ▒▒▒▒▒ ▒▒▒ ▒▒▒▒ ▒▒▒ ▒▒▒▒ ▒▒▒ ▒▒▒▒▒ ▒▒▒ ▒▒▒▒ ▒▒▒ ▒▒▒▒ ▒▒▒ ▒▒▒▒▒ ▒▒▒ ▒▒▒▒ ▒▒▒ ▒▒▒▒ ▒▒▒ ▒▒▒▒▒ ▒▒▒ ▒▒▒▒ ▒▒▒ ▒▒▒▒ ▒▒▒ ▒▒▒▒▒ ▒▒▒ ▒▒▒▒ ▒▒▒ ▒▒▒▒ ▒▒▒ ▒▒▒▒▒ ▒▒▒ ▒▒▒▒ ▒▒▒ ▒▒▒▒ ▒▒▒ ▒▒▒▒▒ ▒▒▒ ▒▒▒▒ ▒▒▒ ▒▒▒▒ ▒▒▒ ▒▒▒▒▒ ▒▒▒ ▒▒▒▒ ▒▒▒ ▒▒▒▒ ▒▒▒ ▒▒▒▒▒ ▒▒▒ ▒▒▒▒ ▒▒▒ ▒▒▒▒ ▒▒▒ ▒▒▒▒▒ ▒▒▒ ▒▒▒▒ ▒▒▒ ▒▒▒▒ ▒▒▒ ▒▒▒▒▒ ▒▒▒ ▒▒▒▒ ▒▒▒ ▒▒▒▒ ▒▒▒ ▒▒▒▒▒ ▒▒▒ ▒▒▒▒ ▒▒▒ ▒▒▒▒ ▒▒▒ ▒▒▒▒▒ ▒▒▒ ▒▒▒▒ ▒▒▒ ▒▒▒▒ ▒▒▒ ▒▒▒▒▒ ▒▒▒ ▒▒▒▒ ▒▒▒ ▒▒▒▒ ▒▒▒ ▒▒▒▒▒ ▒▒▒ ▒▒▒▒ ▒▒▒ ▒▒▒▒ ▒▒▒ ▒▒▒▒▒ ▒▒▒ ▒▒▒▒ ▒▒▒ ▒▒▒▒ ▒▒▒ ▒▒▒▒▒ ▒▒▒ ▒▒▒▒ ▒▒▒ ▒▒▒▒ ▒▒▒ ▒▒▒▒▒ ▒▒▒ ▒▒▒▒ ▒▒▒ ▒▒▒▒ ▒▒▒ ▒▒▒▒▒ ▒▒▒ ▒▒▒▒ ▒▒▒ ▒▒▒▒ ▒▒▒ ▒▒▒▒▒	[140, 399, 256, 542]
divider	[136, 338, 508, 339]
article3-body-2: ▒▒▒ ▒▒▒▒ ▒▒▒ ▒▒▒▒▒ ▒▒▒ ▒▒▒▒ ▒▒▒ ▒▒▒▒ ▒▒▒▒▒ ▒▒▒ ▒▒▒▒ ▒▒▒ ▒▒▒▒ ▒▒▒ ▒▒▒▒▒ ▒▒▒ ▒▒▒▒ ▒▒▒ ▒▒▒▒ ▒▒▒ ▒▒▒▒▒ ▒▒▒ ▒▒▒▒ ▒▒▒ ▒▒▒▒ ▒▒▒ ▒▒▒▒▒ ▒▒▒ ▒▒▒▒ ▒▒▒ ▒▒▒▒ ▒▒▒ ▒▒▒▒▒ ▒▒▒ ▒▒▒▒ ▒▒▒ ▒▒▒▒ ▒▒▒ ▒▒▒▒▒ ▒▒▒ ▒▒▒▒ ▒▒▒ ▒▒▒▒ ▒▒▒ ▒▒▒▒▒ ▒▒▒ ▒▒▒▒ ▒▒▒ ▒▒▒▒ ▒▒▒ ▒▒▒▒▒ ▒▒▒ ▒▒▒▒ ▒▒▒ ▒▒▒▒ ▒▒▒ ▒▒▒▒▒ ▒▒▒ ▒▒▒▒ ▒▒▒ ▒▒▒▒ ▒▒▒ ▒▒▒▒▒ ▒▒▒ ▒▒▒▒ ▒▒▒ ▒▒▒▒ ▒▒▒ ▒▒▒▒▒ ▒▒▒ ▒▒▒▒ ▒▒▒ ▒▒▒▒ ▒▒▒ ▒▒▒▒▒ ▒▒▒ ▒▒▒▒ ▒▒▒ ▒▒▒▒ ▒▒▒ ▒▒▒▒▒ ▒▒▒ ▒▒▒▒ ▒▒▒ ▒▒▒▒ ▒▒▒ ▒▒▒▒▒ ▒▒▒ ▒▒▒▒ ▒▒▒ ▒▒▒▒ ▒▒▒ ▒▒▒▒▒ ▒▒▒ ▒▒▒▒ ▒▒▒ ▒▒▒▒ ▒▒▒ ▒▒▒▒▒	[264, 611, 382, 720]
article4-headline: 부안군, 독립유공자 묘소 참배	[517, 248, 725, 267]
ad-box-signs-item: · 공격적이거나 위축된 극단적 행동	[626, 988, 744, 1014]
ad-box-signs-item: · 다른 아동이 울 때 공포를 나타냄	[626, 957, 742, 983]
article2-body-3: ▒▒▒ ▒▒▒▒ ▒▒▒ ▒▒▒▒▒ ▒▒▒ ▒▒▒▒ ▒▒▒ ▒▒▒▒ ▒▒▒▒▒ ▒▒▒ ▒▒▒▒ ▒▒▒ ▒▒▒▒ ▒▒▒ ▒▒▒▒▒ ▒▒▒ ▒▒▒▒ ▒▒▒ ▒▒▒▒ ▒▒▒ ▒▒▒▒▒ ▒▒▒ ▒▒▒▒ ▒▒▒ ▒▒▒▒ ▒▒▒ ▒▒▒▒▒ ▒▒▒ ▒▒▒▒ ▒▒▒ ▒▒▒▒ ▒▒▒ ▒▒▒▒▒ ▒▒▒ ▒▒▒▒ ▒▒▒ ▒▒▒▒ ▒▒▒ ▒▒▒▒▒ ▒▒▒ ▒▒▒▒ ▒▒▒ ▒▒▒▒ ▒▒▒ ▒▒▒▒▒ ▒▒▒ ▒▒▒▒ ▒▒▒ ▒▒▒▒ ▒▒▒ ▒▒▒▒▒ ▒▒▒ ▒▒▒▒ ▒▒▒ ▒▒▒▒ ▒▒▒ ▒▒▒▒▒ ▒▒▒ ▒▒▒▒ ▒▒▒ ▒▒▒▒ ▒▒▒ ▒▒▒▒▒ ▒▒▒ ▒▒▒▒ ▒▒▒ ▒▒▒▒ ▒▒▒ ▒▒▒▒▒ ▒▒▒ ▒▒▒▒ ▒▒▒ ▒▒▒▒ ▒▒▒ ▒▒▒▒▒ ▒▒▒ ▒▒▒▒ ▒▒▒ ▒▒▒▒ ▒▒▒ ▒▒▒▒▒ ▒▒▒ ▒▒▒▒ ▒▒▒ ▒▒▒▒ ▒▒▒ ▒▒▒▒▒ ▒▒▒ ▒▒▒▒ ▒▒▒ ▒▒▒▒ ▒▒▒ ▒▒▒▒▒ ▒▒▒ ▒▒▒▒ ▒▒▒ ▒▒▒▒ ▒▒▒ ▒▒▒▒▒ ▒▒▒ ▒▒▒▒ ▒▒▒ ▒▒▒▒ ▒▒▒ ▒▒▒▒▒ ▒▒▒ ▒▒▒▒ ▒▒▒ ▒▒▒▒ ▒▒▒ ▒▒▒▒▒	[390, 399, 506, 525]
sidebar-news2-title: 고창군, 데이터기반행정 평가 '우수등급' 달성	[21, 421, 107, 447]
